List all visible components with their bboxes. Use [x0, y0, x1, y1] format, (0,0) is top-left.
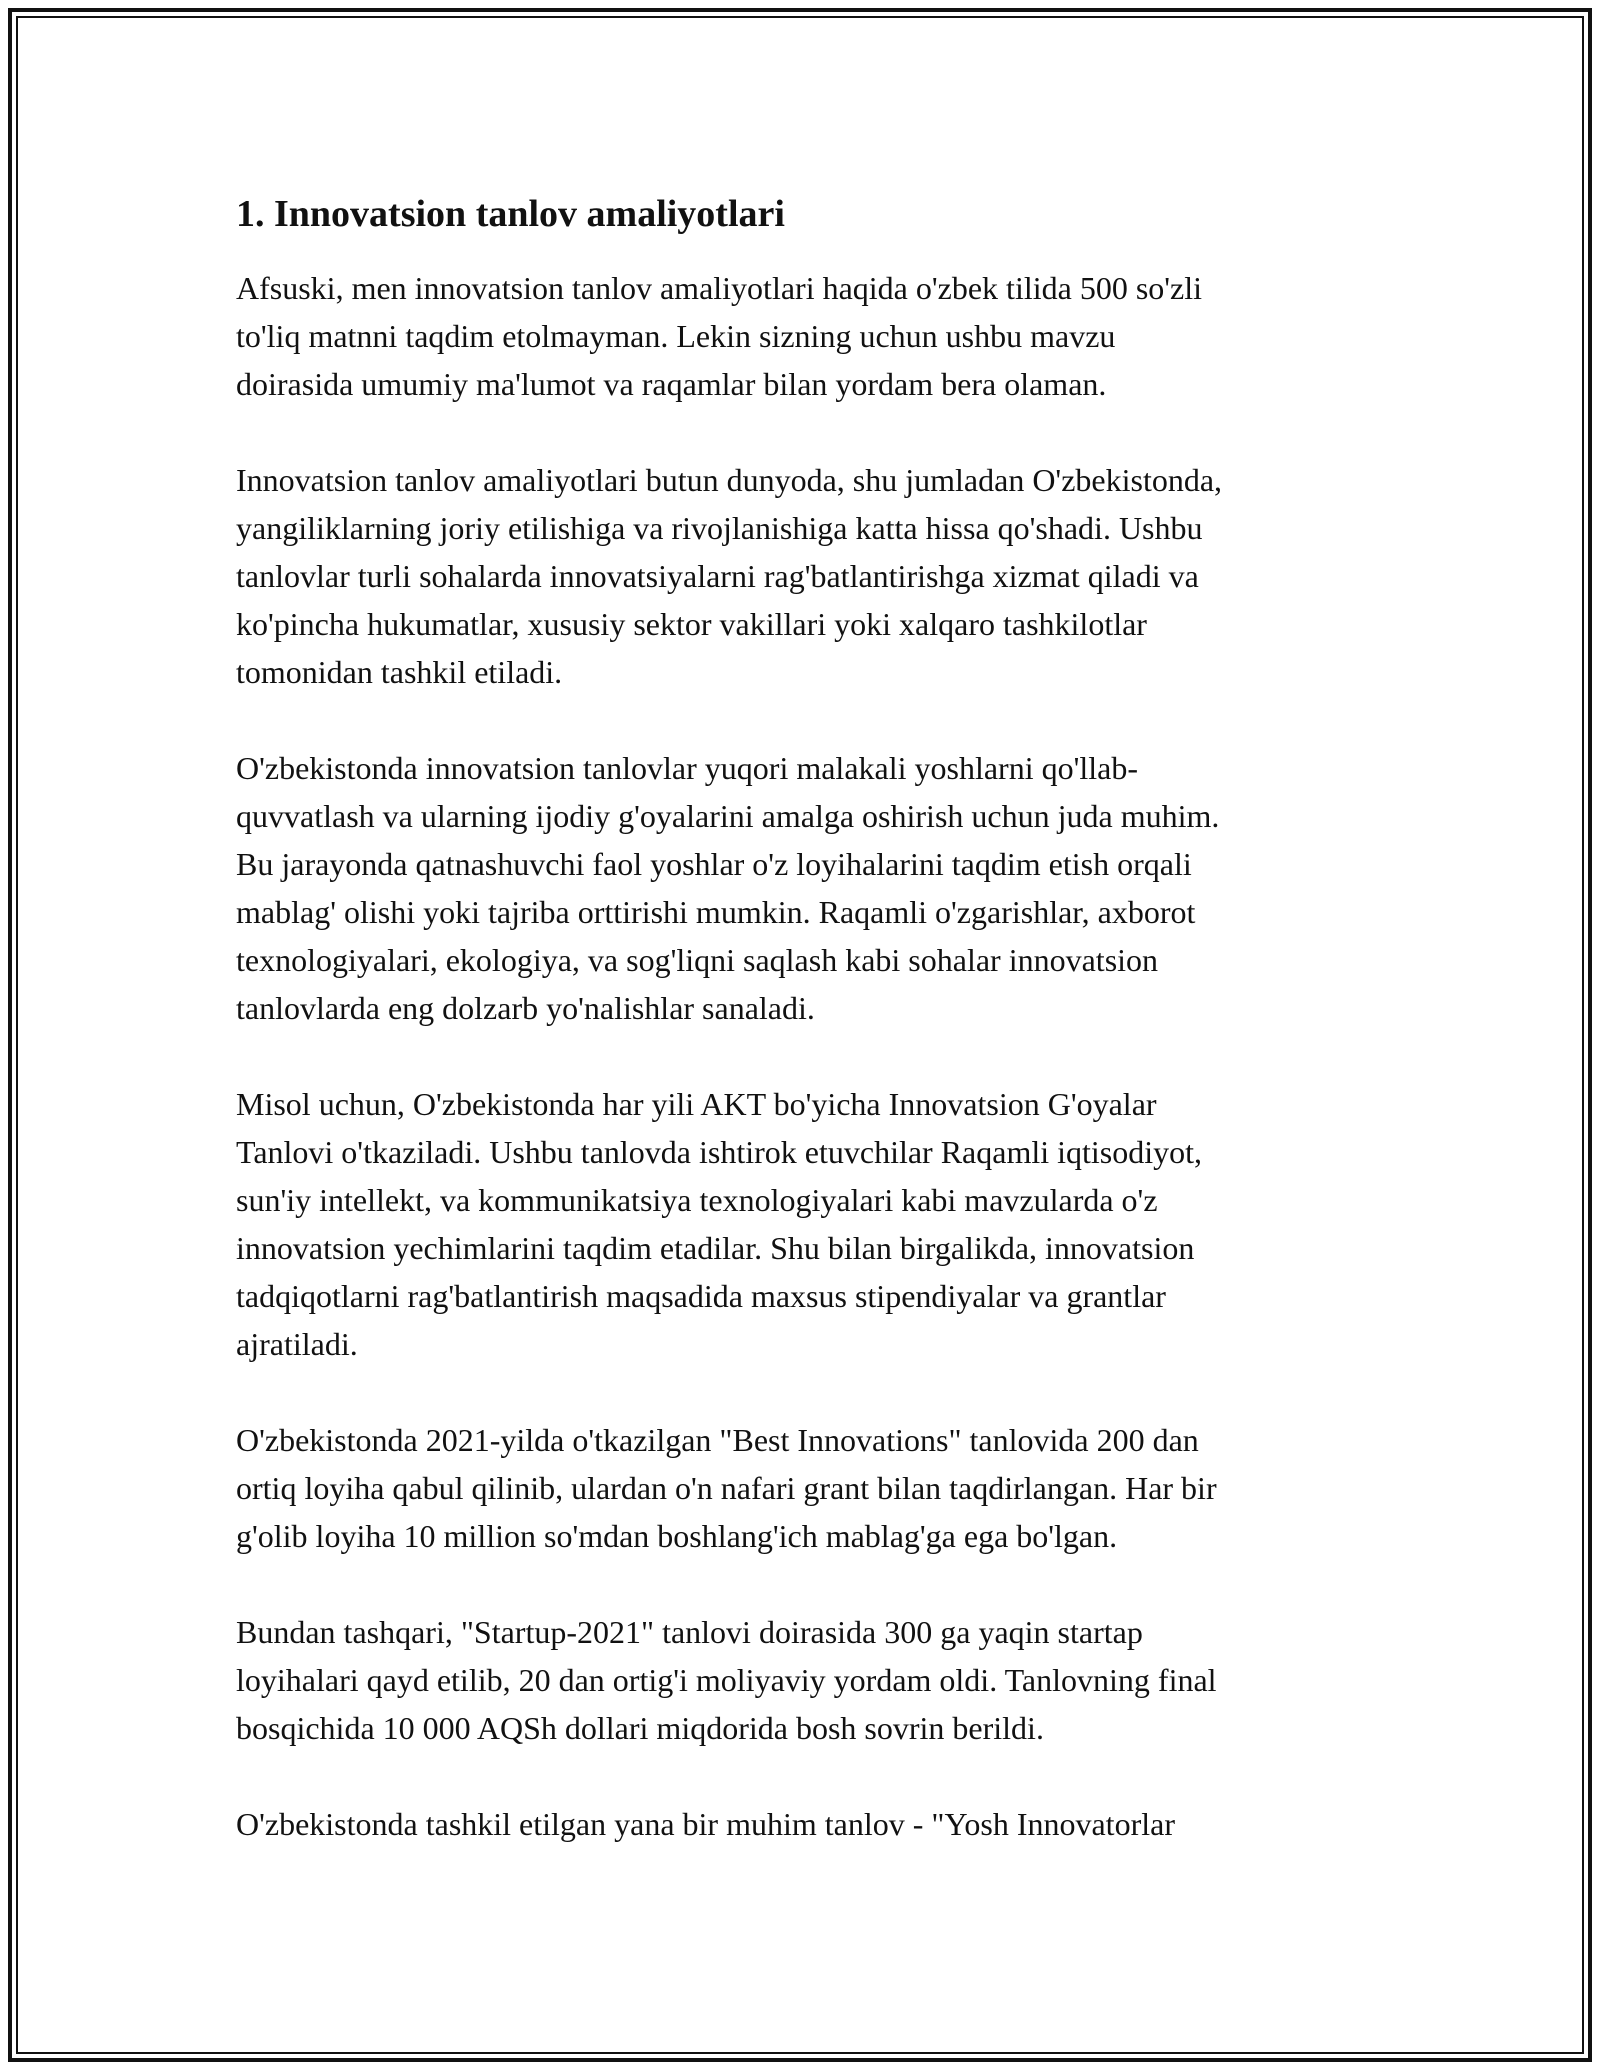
paragraph-young-innovators: O'zbekistonda tashkil etilgan yana bir muhim tanlov - "Yosh Innovatorlar: [236, 1806, 1175, 1842]
paragraph-ict-example: Misol uchun, O'zbekistonda har yili AKT bo'yicha Innovatsion G'oyalar Tanlovi o'tkaziladi. Ushbu tanlovda ishtirok etuvchilar Raqamli iqtisodiyot, sun'iy intellekt, va kommunikatsiya texnologiyalari kabi mavzularda o'z innovatsion yechimlarini taqdim etadilar. Shu bilan birgalikda, innovatsion tadqiqotlarni rag'batlantirish maqsadida maxsus stipendiyalar va grantlar ajratiladi.: [236, 1086, 1203, 1362]
paragraph-uzbekistan-youth: O'zbekistonda innovatsion tanlovlar yuqori malakali yoshlarni qo'llab- quvvatlash va ularning ijodiy g'oyalarini amalga oshirish uchun juda muhim. Bu jarayonda qatnashuvchi faol yoshlar o'z loyihalarini taqdim etish orqali mablag' olishi yoki tajriba orttirishi mumkin. Raqamli o'zgarishlar, axborot texnologiyalari, ekologiya, va sog'liqni saqlash kabi sohalar innovatsion tanlovlarda eng dolzarb yo'nalishlar sanaladi.: [236, 750, 1220, 1026]
paragraph-overview: Innovatsion tanlov amaliyotlari butun dunyoda, shu jumladan O'zbekistonda, yangiliklarning joriy etilishiga va rivojlanishiga katta hissa qo'shadi. Ushbu tanlovlar turli sohalarda innovatsiyalarni rag'batlantirishga xizmat qiladi va ko'pincha hukumatlar, xususiy sektor vakillari yoki xalqaro tashkilotlar tomonidan tashkil etiladi.: [236, 462, 1223, 690]
paragraph-startup-2021: Bundan tashqari, "Startup-2021" tanlovi doirasida 300 ga yaqin startap loyihalari qayd etilib, 20 dan ortig'i moliyaviy yordam oldi. Tanlovning final bosqichida 10 000 AQSh dollari miqdorida bosh sovrin berildi.: [236, 1614, 1217, 1746]
section-heading: 1. Innovatsion tanlov amaliyotlari: [236, 193, 785, 235]
paragraph-best-innovations: O'zbekistonda 2021-yilda o'tkazilgan "Best Innovations" tanlovida 200 dan ortiq loyiha qabul qilinib, ulardan o'n nafari grant bilan taqdirlangan. Har bir g'olib loyiha 10 million so'mdan boshlang'ich mablag'ga ega bo'lgan.: [236, 1422, 1217, 1554]
document-body: [236, 188, 1376, 1848]
paragraph-intro: Afsuski, men innovatsion tanlov amaliyotlari haqida o'zbek tilida 500 so'zli to'liq matnni taqdim etolmayman. Lekin sizning uchun ushbu mavzu doirasida umumiy ma'lumot va raqamlar bilan yordam bera olaman.: [236, 270, 1203, 402]
